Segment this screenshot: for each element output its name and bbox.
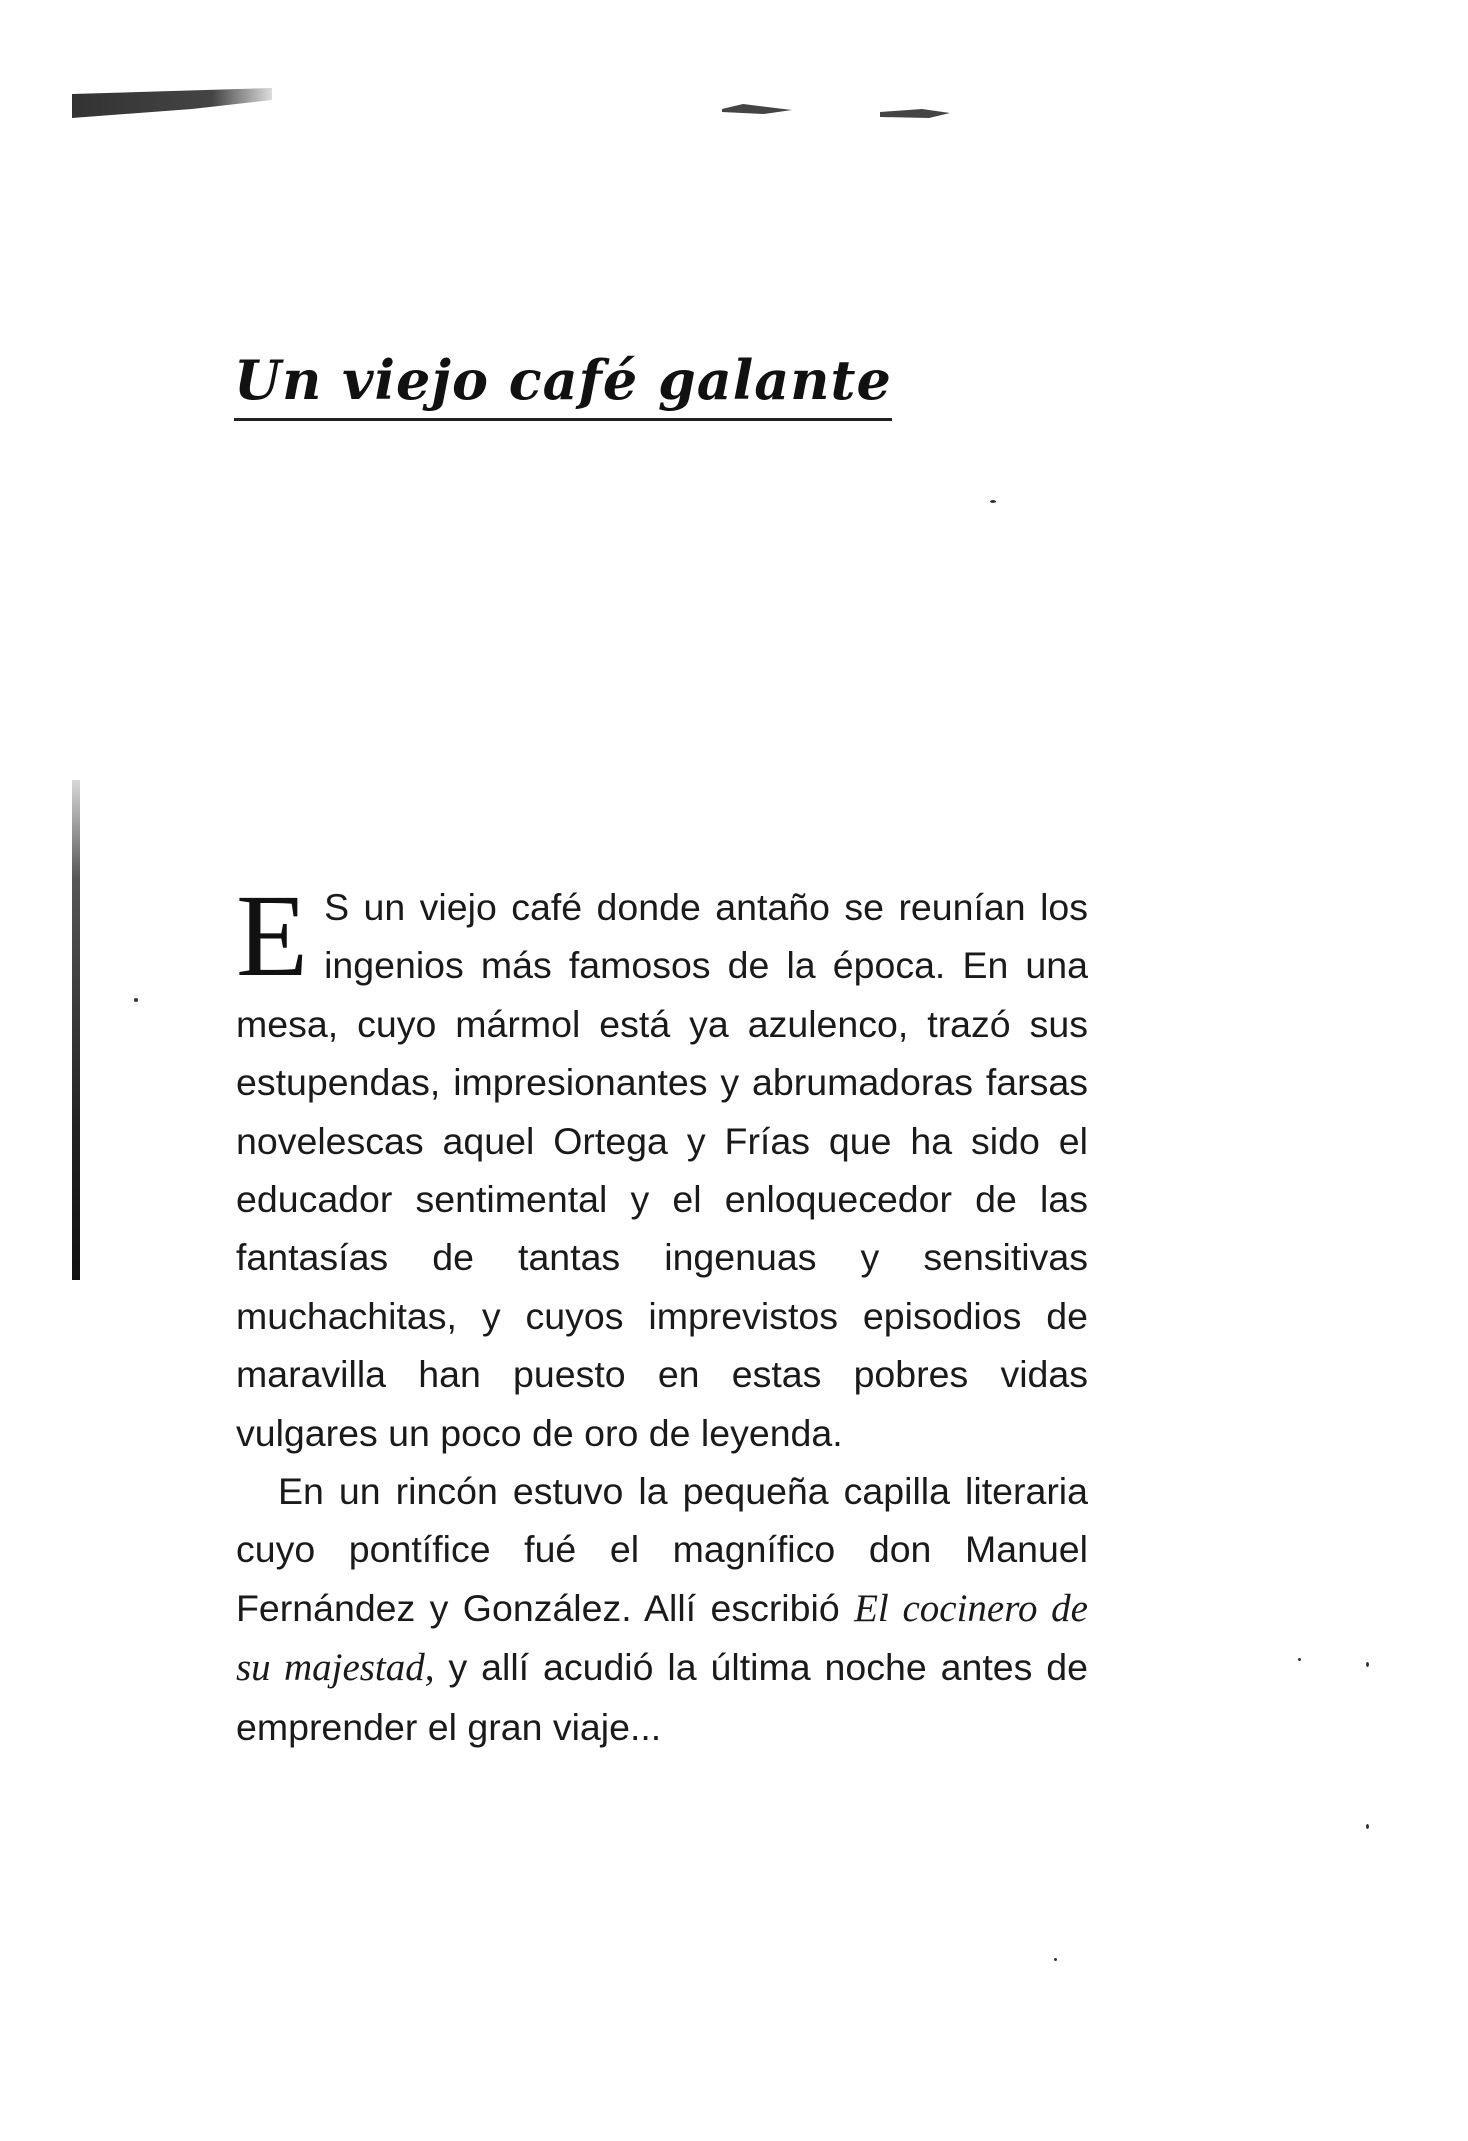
scan-smudge <box>722 104 792 114</box>
scan-speck <box>1366 1824 1369 1829</box>
paragraph-2-text-start: En un rincón estuvo la pequeña capilla literaria cuyo pontífice fué el magnífico don Manuel Fernández y González. Allí escribió <box>236 1470 1088 1629</box>
scan-smudge <box>72 88 272 118</box>
chapter-body <box>236 870 1088 1756</box>
paragraph-1-text: S un viejo café donde antaño se reunían los ingenios más famosos de la época. En una mesa, cuyo mármol está ya azulenco, trazó sus estupendas, impresionantes y abrumadoras farsas novelescas aquel Ortega y Frías que ha sido el educador sentimental y el enloquecedor de las fantasías de tantas ingenuas y sensitivas muchachitas, y cuyos imprevistos episodios de maravilla han puesto en estas pobres vidas vulgares un poco de oro de leyenda. <box>236 886 1088 1454</box>
drop-cap: E <box>236 870 309 1001</box>
scan-speck <box>134 998 138 1002</box>
scan-speck <box>1054 1958 1057 1961</box>
scan-speck <box>1298 1658 1301 1661</box>
book-title-italic: El cocinero de su majestad, <box>236 1586 1088 1690</box>
chapter-title: Un viejo café galante <box>234 348 892 421</box>
scan-speck <box>990 500 996 503</box>
scan-margin-shadow <box>72 780 80 1280</box>
paragraph-1 <box>236 870 1088 1462</box>
scan-smudge <box>880 108 950 118</box>
paragraph-2 <box>236 1462 1088 1756</box>
paragraph-2-text-end: y allí acudió la última noche antes de emprender el gran viaje... <box>236 1646 1088 1748</box>
scan-speck <box>1366 1662 1369 1667</box>
